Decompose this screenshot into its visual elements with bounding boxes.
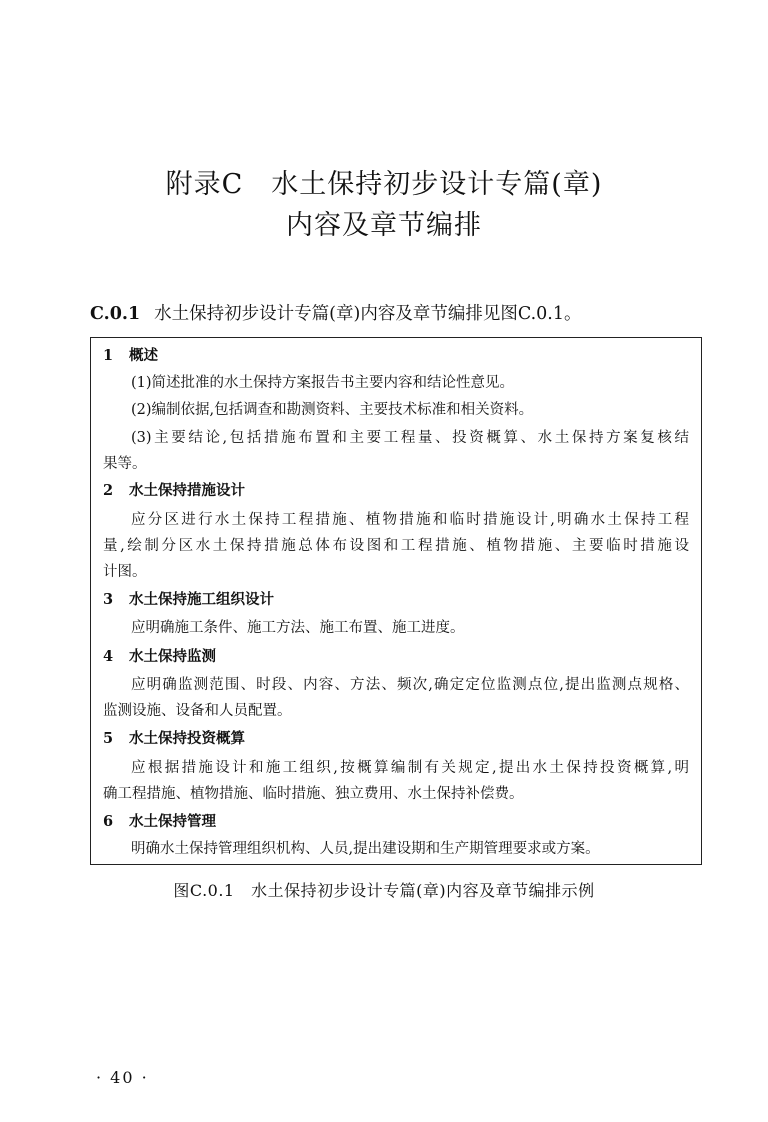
section-2-title: 水土保持措施设计 — [129, 482, 245, 499]
section-4-text-line2: 监测设施、设备和人员配置。 — [103, 703, 292, 719]
section-1-number: 1 — [103, 347, 114, 364]
section-1-item-2: (2)编制依据,包括调查和勘测资料、主要技术标准和相关资料。 — [131, 402, 534, 418]
section-6-title: 水土保持管理 — [129, 813, 216, 830]
section-2-text-line1: 应分区进行水土保持工程措施、植物措施和临时措施设计,明确水土保持工程 — [131, 512, 689, 528]
section-3-number: 3 — [103, 591, 114, 608]
section-6-heading — [103, 812, 216, 832]
section-5-number: 5 — [103, 730, 114, 747]
section-2-number: 2 — [103, 482, 114, 499]
clause-text: 水土保持初步设计专篇(章)内容及章节编排见图C.0.1。 — [154, 304, 582, 324]
clause-number: C.0.1 — [90, 304, 141, 324]
section-3-text: 应明确施工条件、施工方法、施工布置、施工进度。 — [131, 620, 465, 636]
section-3-title: 水土保持施工组织设计 — [129, 591, 274, 608]
section-1-item-3-line1: (3)主要结论,包括措施布置和主要工程量、投资概算、水土保持方案复核结 — [131, 430, 689, 446]
figure-caption: 图C.0.1 水土保持初步设计专篇(章)内容及章节编排示例 — [173, 881, 595, 900]
section-1-heading — [103, 346, 158, 366]
section-1-title: 概述 — [129, 347, 158, 364]
page-number: · 40 · — [96, 1068, 149, 1087]
section-6-text: 明确水土保持管理组织机构、人员,提出建设期和生产期管理要求或方案。 — [131, 841, 600, 857]
section-3-heading — [103, 590, 274, 610]
clause-c01 — [90, 300, 730, 325]
section-5-text-line1: 应根据措施设计和施工组织,按概算编制有关规定,提出水土保持投资概算,明 — [131, 760, 689, 776]
section-4-text-line1: 应明确监测范围、时段、内容、方法、频次,确定定位监测点位,提出监测点规格、 — [131, 677, 689, 693]
section-1-item-1: (1)简述批准的水土保持方案报告书主要内容和结论性意见。 — [131, 375, 515, 391]
section-6-number: 6 — [103, 813, 114, 830]
appendix-title-line2: 内容及章节编排 — [286, 210, 482, 241]
section-2-text-line3: 计图。 — [103, 564, 147, 580]
section-2-text-line2: 量,绘制分区水土保持措施总体布设图和工程措施、植物措施、主要临时措施设 — [103, 538, 689, 554]
section-4-number: 4 — [103, 648, 114, 665]
section-4-heading — [103, 647, 216, 667]
section-5-title: 水土保持投资概算 — [129, 730, 245, 747]
section-5-heading — [103, 729, 245, 749]
appendix-title-line1: 附录C 水土保持初步设计专篇(章) — [165, 169, 603, 200]
section-2-heading — [103, 481, 245, 501]
content-outline-box — [90, 337, 702, 865]
section-4-title: 水土保持监测 — [129, 648, 216, 665]
section-1-item-3-line2: 果等。 — [103, 456, 147, 472]
section-5-text-line2: 确工程措施、植物措施、临时措施、独立费用、水土保持补偿费。 — [103, 786, 524, 802]
